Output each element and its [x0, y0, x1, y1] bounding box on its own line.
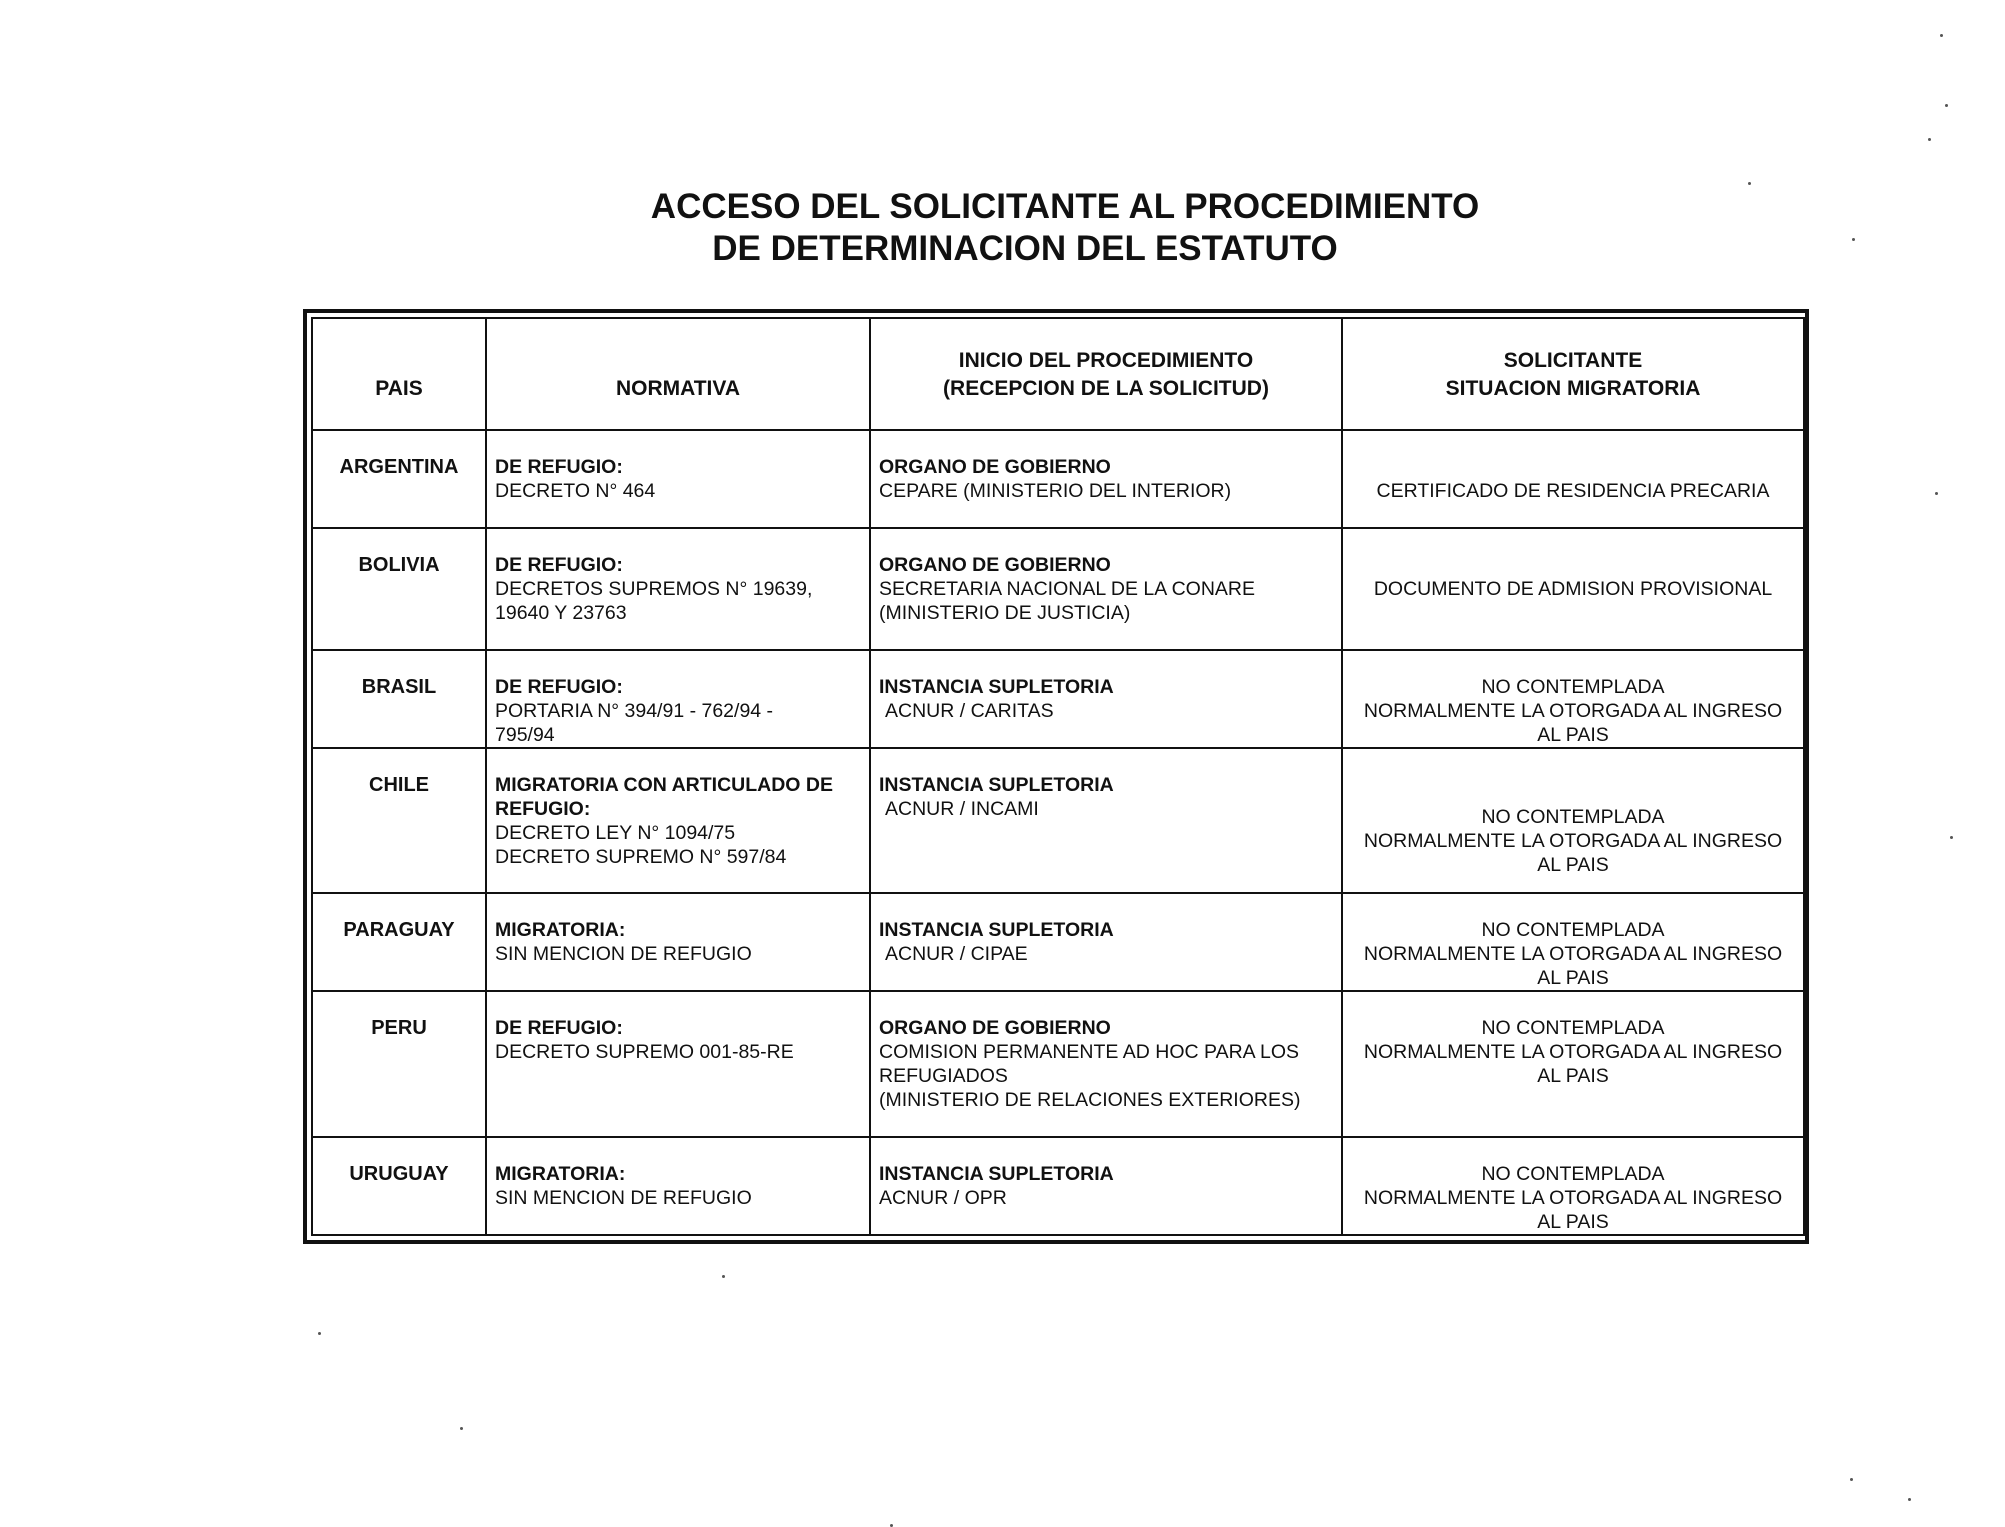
cell-pais: PARAGUAY: [312, 893, 486, 991]
cell-pais: ARGENTINA: [312, 430, 486, 528]
header-pais: PAIS: [312, 318, 486, 430]
inicio-line: ACNUR / CIPAE: [885, 942, 1028, 965]
cell-pais: URUGUAY: [312, 1137, 486, 1235]
inicio-line: (MINISTERIO DE JUSTICIA): [879, 602, 1131, 625]
inicio-heading: ORGANO DE GOBIERNO: [879, 456, 1111, 478]
cell-pais: BRASIL: [312, 650, 486, 748]
cell-pais: PERU: [312, 991, 486, 1137]
scan-speck: [1945, 104, 1948, 107]
solicitante-line: NORMALMENTE LA OTORGADA AL INGRESO: [1363, 1040, 1783, 1063]
normativa-line: PORTARIA N° 394/91 - 762/94 -: [495, 700, 774, 723]
title-line-2: DE DETERMINACION DEL ESTATUTO: [712, 229, 1338, 268]
solicitante-line: AL PAIS: [1537, 854, 1609, 877]
solicitante-line: AL PAIS: [1537, 966, 1609, 989]
scan-speck: [1748, 182, 1751, 185]
solicitante-line: NORMALMENTE LA OTORGADA AL INGRESO: [1363, 942, 1783, 965]
inicio-line: COMISION PERMANENTE AD HOC PARA LOS: [879, 1040, 1300, 1063]
header-solicitante: SOLICITANTE SITUACION MIGRATORIA: [1342, 318, 1804, 430]
scan-speck: [1908, 1498, 1911, 1501]
cell-normativa: [486, 748, 870, 892]
normativa-line: DECRETO SUPREMO 001-85-RE: [495, 1040, 794, 1063]
normativa-heading: MIGRATORIA:: [495, 918, 626, 941]
cell-inicio: [870, 430, 1342, 528]
cell-normativa: [486, 991, 870, 1137]
solicitante-line: NO CONTEMPLADA: [1481, 676, 1665, 699]
cell-normativa: [486, 650, 870, 748]
solicitante-line: CERTIFICADO DE RESIDENCIA PRECARIA: [1376, 480, 1770, 502]
cell-inicio: [870, 991, 1342, 1137]
inicio-heading: ORGANO DE GOBIERNO: [879, 554, 1111, 577]
cell-solicitante: [1342, 650, 1804, 748]
cell-inicio: [870, 1137, 1342, 1235]
scan-speck: [1850, 1478, 1853, 1481]
inicio-line: SECRETARIA NACIONAL DE LA CONARE: [879, 578, 1256, 601]
normativa-heading: DE REFUGIO:: [495, 1016, 623, 1039]
table-row: [312, 893, 1804, 991]
solicitante-line: AL PAIS: [1537, 1210, 1609, 1233]
comparison-table: [311, 317, 1805, 1236]
normativa-line: DECRETOS SUPREMOS N° 19639,: [495, 578, 813, 601]
solicitante-line: NORMALMENTE LA OTORGADA AL INGRESO: [1363, 700, 1783, 723]
inicio-line: (MINISTERIO DE RELACIONES EXTERIORES): [879, 1088, 1301, 1111]
header-normativa: NORMATIVA: [486, 318, 870, 430]
solicitante-line: NO CONTEMPLADA: [1481, 918, 1665, 941]
cell-solicitante: [1342, 748, 1804, 892]
inicio-line: REFUGIADOS: [879, 1064, 1008, 1087]
normativa-line: SIN MENCION DE REFUGIO: [495, 1186, 752, 1209]
table-row: [312, 528, 1804, 650]
table-row: [312, 1137, 1804, 1235]
cell-solicitante: [1342, 430, 1804, 528]
solicitante-line: NO CONTEMPLADA: [1481, 806, 1665, 829]
cell-solicitante: [1342, 893, 1804, 991]
header-row: [312, 318, 1804, 430]
normativa-heading: DE REFUGIO:: [495, 456, 623, 478]
inicio-heading: INSTANCIA SUPLETORIA: [879, 1162, 1114, 1185]
solicitante-line: AL PAIS: [1537, 724, 1609, 747]
scan-speck: [318, 1332, 321, 1335]
cell-pais: CHILE: [312, 748, 486, 892]
cell-normativa: [486, 528, 870, 650]
table-row: [312, 748, 1804, 892]
normativa-line: DECRETO SUPREMO N° 597/84: [495, 846, 787, 869]
inicio-line: CEPARE (MINISTERIO DEL INTERIOR): [879, 480, 1232, 502]
header-inicio: INICIO DEL PROCEDIMIENTO (RECEPCION DE LA SOLICITUD): [870, 318, 1342, 430]
normativa-line: SIN MENCION DE REFUGIO: [495, 942, 752, 965]
cell-solicitante: [1342, 991, 1804, 1137]
solicitante-line: NORMALMENTE LA OTORGADA AL INGRESO: [1363, 830, 1783, 853]
cell-normativa: [486, 430, 870, 528]
solicitante-line: AL PAIS: [1537, 1064, 1609, 1087]
normativa-line: DECRETO N° 464: [495, 480, 656, 502]
scan-speck: [1950, 836, 1953, 839]
table-row: [312, 650, 1804, 748]
normativa-heading: MIGRATORIA CON ARTICULADO DE REFUGIO:: [495, 774, 833, 821]
inicio-heading: ORGANO DE GOBIERNO: [879, 1016, 1111, 1039]
title-line-1: ACCESO DEL SOLICITANTE AL PROCEDIMIENTO: [650, 187, 1480, 226]
cell-inicio: [870, 650, 1342, 748]
normativa-line: 795/94: [495, 724, 555, 747]
scan-speck: [1935, 492, 1938, 495]
cell-normativa: [486, 893, 870, 991]
inicio-heading: INSTANCIA SUPLETORIA: [879, 676, 1114, 699]
solicitante-line: DOCUMENTO DE ADMISION PROVISIONAL: [1373, 578, 1773, 601]
document-title: [500, 186, 1650, 270]
inicio-heading: INSTANCIA SUPLETORIA: [879, 918, 1114, 941]
cell-solicitante: [1342, 528, 1804, 650]
scan-speck: [1852, 238, 1855, 241]
solicitante-line: NO CONTEMPLADA: [1481, 1162, 1665, 1185]
scan-speck: [460, 1427, 463, 1430]
solicitante-line: NORMALMENTE LA OTORGADA AL INGRESO: [1363, 1186, 1783, 1209]
normativa-line: 19640 Y 23763: [495, 602, 627, 625]
scan-speck: [722, 1275, 725, 1278]
inicio-line: ACNUR / CARITAS: [885, 700, 1054, 723]
cell-normativa: [486, 1137, 870, 1235]
cell-inicio: [870, 893, 1342, 991]
normativa-line: DECRETO LEY N° 1094/75: [495, 822, 736, 845]
cell-pais: BOLIVIA: [312, 528, 486, 650]
inicio-heading: INSTANCIA SUPLETORIA: [879, 774, 1114, 797]
table-row: [312, 991, 1804, 1137]
normativa-heading: DE REFUGIO:: [495, 676, 623, 699]
table-row: [312, 430, 1804, 528]
cell-solicitante: [1342, 1137, 1804, 1235]
cell-inicio: [870, 748, 1342, 892]
scan-speck: [1928, 138, 1931, 141]
normativa-heading: MIGRATORIA:: [495, 1162, 626, 1185]
inicio-line: ACNUR / INCAMI: [885, 798, 1039, 821]
normativa-heading: DE REFUGIO:: [495, 554, 623, 577]
cell-inicio: [870, 528, 1342, 650]
comparison-table-frame: [303, 309, 1809, 1244]
scan-speck: [1940, 34, 1943, 37]
inicio-line: ACNUR / OPR: [879, 1186, 1007, 1209]
solicitante-line: NO CONTEMPLADA: [1481, 1016, 1665, 1039]
